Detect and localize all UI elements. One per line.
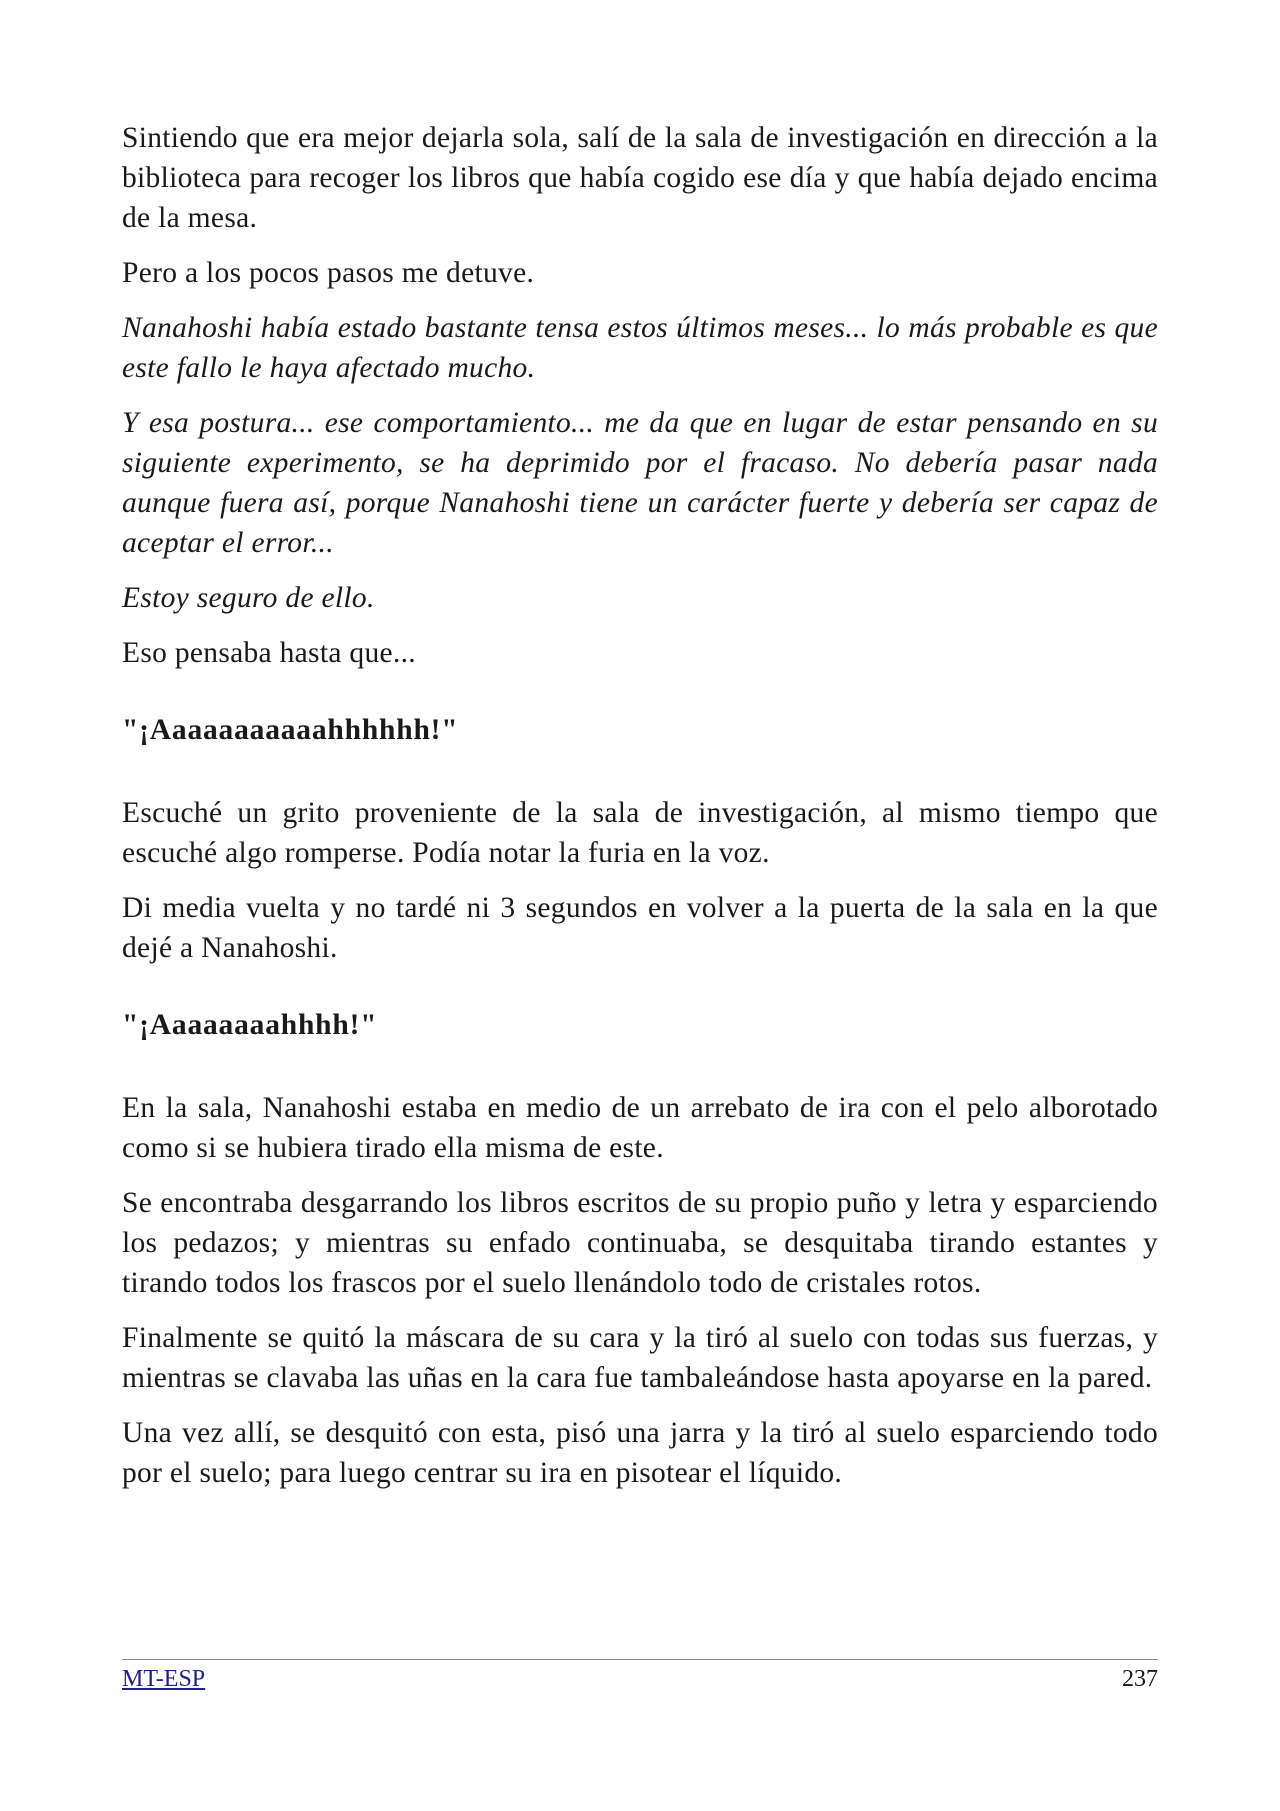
paragraph-2: Pero a los pocos pasos me detuve. <box>122 257 535 289</box>
footer-link-mt-esp[interactable]: MT-ESP <box>122 1666 206 1692</box>
footer-divider <box>122 1659 1158 1660</box>
paragraph-10: Se encontraba desgarrando los libros escritos de su propio puño y letra y esparciendo los pedazos; y mientras su enfado continuaba, se desquitaba tirando estantes y tirando todos los frascos por el suelo llenándolo todo de cristales rotos. <box>122 1187 1158 1299</box>
page-number: 237 <box>1122 1666 1158 1692</box>
shout-2: "¡Aaaaaaaahhhh!" <box>122 1009 378 1041</box>
paragraph-11: Finalmente se quitó la máscara de su cara y la tiró al suelo con todas sus fuerzas, y mientras se clavaba las uñas en la cara fue tambaleándose hasta apoyarse en la pared. <box>122 1322 1158 1394</box>
paragraph-3-thought: Nanahoshi había estado bastante tensa estos últimos meses... lo más probable es que este fallo le haya afectado mucho. <box>122 312 1158 384</box>
paragraph-4-thought: Y esa postura... ese comportamiento... me da que en lugar de estar pensando en su siguiente experimento, se ha deprimido por el fracaso. No debería pasar nada aunque fuera así, porque Nanahoshi tiene un carácter fuerte y debería ser capaz de aceptar el error... <box>122 407 1158 559</box>
paragraph-5-thought: Estoy seguro de ello. <box>122 582 375 614</box>
paragraph-9: En la sala, Nanahoshi estaba en medio de un arrebato de ira con el pelo alborotado como si se hubiera tirado ella misma de este. <box>122 1092 1158 1164</box>
paragraph-8: Di media vuelta y no tardé ni 3 segundos en volver a la puerta de la sala en la que dejé a Nanahoshi. <box>122 892 1158 964</box>
paragraph-7: Escuché un grito proveniente de la sala de investigación, al mismo tiempo que escuché algo romperse. Podía notar la furia en la voz. <box>122 797 1158 869</box>
paragraph-1: Sintiendo que era mejor dejarla sola, salí de la sala de investigación en dirección a la biblioteca para recoger los libros que había cogido ese día y que había dejado encima de la mesa. <box>122 122 1158 234</box>
page-body <box>122 118 1158 1508</box>
shout-1: "¡Aaaaaaaaaaahhhhhh!" <box>122 714 459 746</box>
paragraph-6: Eso pensaba hasta que... <box>122 637 416 669</box>
paragraph-12: Una vez allí, se desquitó con esta, pisó una jarra y la tiró al suelo esparciendo todo por el suelo; para luego centrar su ira en pisotear el líquido. <box>122 1417 1158 1489</box>
